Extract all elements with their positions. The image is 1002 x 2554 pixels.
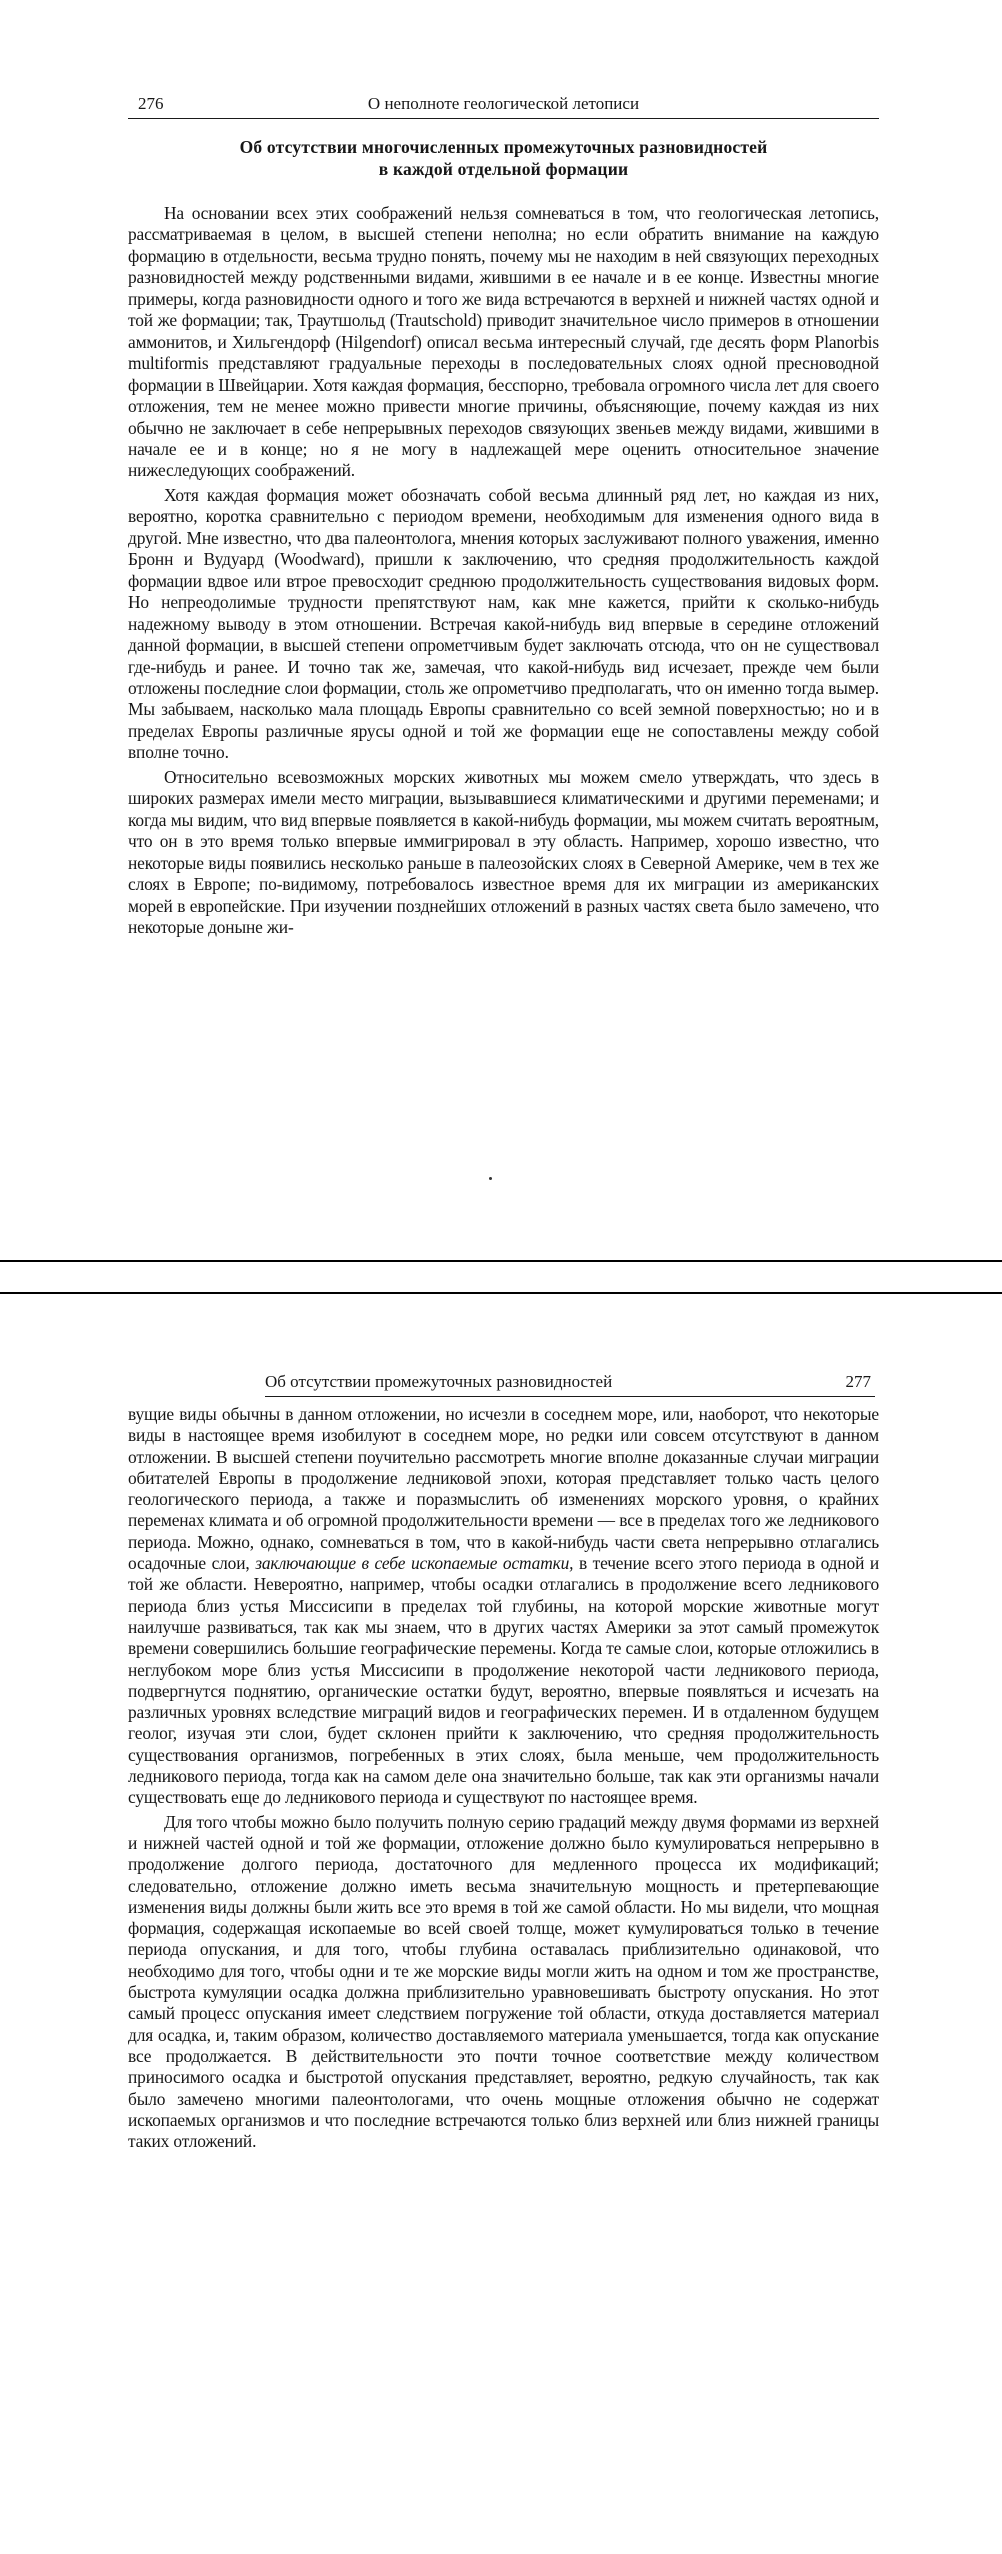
page-number: 277 bbox=[845, 1372, 871, 1391]
paragraph: Для того чтобы можно было получить полную серию градаций между двумя формами из верхней и нижней частей одной и той же формации, отложение должно было кумулироваться непрерывно в продолжение долгого периода, достаточного для медленного процесса их модификаций; следовательно, отложение должно иметь весьма значительную мощность и претерпевающие изменения виды должны были жить все это время в той же самой области. Но мы видели, что мощная формация, содержащая ископаемые во всей своей толще, может кумулироваться только в течение периода опускания, и для того, чтобы глубина оставалась приблизительно одинаковой, что необходимо для того, чтобы одни и те же морские виды могли жить на одном и том же пространстве, быстрота кумуляции осадка должна приблизительно уравновешивать быстроту опускания. Но этот самый процесс опускания имеет следствием погружение той области, откуда доставляется материал для осадка, и, таким образом, количество доставляемого материала уменьшается, тогда как опускание все продолжается. В действительности это почти точное соответствие между количеством приносимого осадка и быстротой опускания представляет, вероятно, редкую случайность, так как было замечено многими палеонтологами, что очень мощные отложения обычно не содержат ископаемых организмов и что последние встречаются только близ верхней или близ нижней границы таких отложений. bbox=[128, 1811, 879, 2152]
paragraph bbox=[128, 1404, 879, 1809]
body-text-277 bbox=[128, 1404, 879, 2152]
paragraph-text: вущие виды обычны в данном отложении, но исчезли в соседнем море, или, наоборот, что некоторые виды в настоящее время изобилуют в соседнем море, но редки или совсем отсутствуют в данном отложении. В высшей степени поучительно рассмотреть многие вполне доказанные случаи миграции обитателей Европы в продолжение ледниковой эпохи, которая представляет только часть целого геологического периода, а также и поразмыслить об изменениях морского уровня, о крайних переменах климата и об огромной продолжительности времени — все в пределах того же ледникового периода. Можно, однако, сомневаться в том, что в какой-нибудь части света непрерывно отлагались осадочные слои, bbox=[128, 1404, 879, 1574]
page-gap bbox=[0, 1262, 1002, 1292]
italic-phrase: заключающие в себе ископаемые остатки, bbox=[255, 1553, 574, 1574]
running-title: О неполноте геологической летописи bbox=[367, 94, 640, 113]
running-head bbox=[128, 92, 879, 119]
section-title bbox=[128, 136, 879, 180]
section-title-line-2: в каждой отдельной формации bbox=[378, 159, 629, 179]
section-title-line-1: Об отсутствии многочисленных промежуточных разновидностей bbox=[239, 137, 768, 157]
page-276 bbox=[0, 0, 1002, 1260]
running-title: Об отсутствии промежуточных разновидностей bbox=[265, 1372, 613, 1391]
print-speck bbox=[489, 1177, 492, 1180]
running-head-277 bbox=[265, 1370, 875, 1397]
paragraph: Хотя каждая формация может обозначать собой весьма длинный ряд лет, но каждая из них, вероятно, коротка сравнительно с периодом времени, необходимым для изменения одного вида в другой. Мне известно, что два палеонтолога, мнения которых заслуживают полного уважения, именно Бронн и Вудуард (Woodward), пришли к заключению, что средняя продолжительность каждой формации вдвое или втрое превосходит среднюю продолжительность существования видовых форм. Но непреодолимые трудности препятствуют нам, как мне кажется, прийти к сколько-нибудь надежному выводу в этом отношении. Встречая какой-нибудь вид впервые в середине отложений данной формации, в высшей степени опрометчивым будет заключать отсюда, что он не существовал где-нибудь и ранее. И точно так же, замечая, что какой-нибудь вид исчезает, прежде чем были отложены последние слои формации, столь же опрометчиво предполагать, что он именно тогда вымер. Мы забываем, насколько мала площадь Европы сравнительно со всей земной поверхностью; но и в пределах Европы различные ярусы одной и той же формации еще не сопоставлены между собой вполне точно. bbox=[128, 484, 879, 763]
body-text bbox=[128, 203, 879, 938]
page-number: 276 bbox=[138, 94, 164, 113]
paragraph: Относительно всевозможных морских животных мы можем смело утверждать, что здесь в широких размерах имели место миграции, вызывавшиеся климатическими и другими переменами; и когда мы видим, что вид впервые появляется в какой-нибудь формации, мы можем считать вероятным, что он в это время только впервые иммигрировал в эту область. Например, хорошо известно, что некоторые виды появились несколько раньше в палеозойских слоях в Северной Америке, чем в тех же слоях в Европе; по-видимому, потребовалось известное время для их миграции из американских морей в европейские. При изучении позднейших отложений в разных частях света было замечено, что некоторые доныне жи- bbox=[128, 766, 879, 937]
paragraph: На основании всех этих соображений нельзя сомневаться в том, что геологическая летопись, рассматриваемая в целом, в высшей степени неполна; но если обратить внимание на каждую формацию в отдельности, весьма трудно понять, почему мы не находим в ней связующих переходных разновидностей между родственными видами, жившими в ее начале и в ее конце. Известны многие примеры, когда разновидности одного и того же вида встречаются в верхней и нижней частях одной и той же формации; так, Траутшольд (Trautschold) приводит значительное число примеров в отношении аммонитов, и Хильгендорф (Hilgendorf) описал весьма интересный случай, где десять форм Planorbis multiformis представляют градуальные переходы в последовательных слоях одной пресноводной формации в Швейцарии. Хотя каждая формация, бесспорно, требовала огромного числа лет для своего отложения, тем не менее можно привести многие причины, объясняющие, почему каждая из них обычно не заключает в себе непрерывных переходов связующих звеньев между видами, жившими в начале ее и в конце; но я не могу в надлежащей мере оценить относительное значение нижеследующих соображений. bbox=[128, 203, 879, 481]
paragraph-text: в течение всего этого периода в одной и той же области. Невероятно, например, чтобы осадки отлагались в продолжение всего ледникового периода близ устья Миссисипи в пределах той глубины, на которой морские животные могут наилучше развиваться, так как мы знаем, что в других частях Америки за этот самый промежуток времени совершились большие географические перемены. Когда те самые слои, которые отложились в неглубоком море близ устья Миссисипи в продолжение некоторой части ледникового периода, подвергнутся поднятию, органические остатки будут, вероятно, впервые появляться и исчезать на различных уровнях вследствие миграций видов и географических перемен. И в отдаленном будущем геолог, изучая эти слои, будет склонен прийти к заключению, что средняя продолжительность существования организмов, погребенных в этих слоях, была меньше, чем продолжительность ледникового периода, тогда как на самом деле она значительно больше, так как эти организмы начали существовать еще до ледникового периода и существуют по настоящее время. bbox=[128, 1553, 879, 1808]
